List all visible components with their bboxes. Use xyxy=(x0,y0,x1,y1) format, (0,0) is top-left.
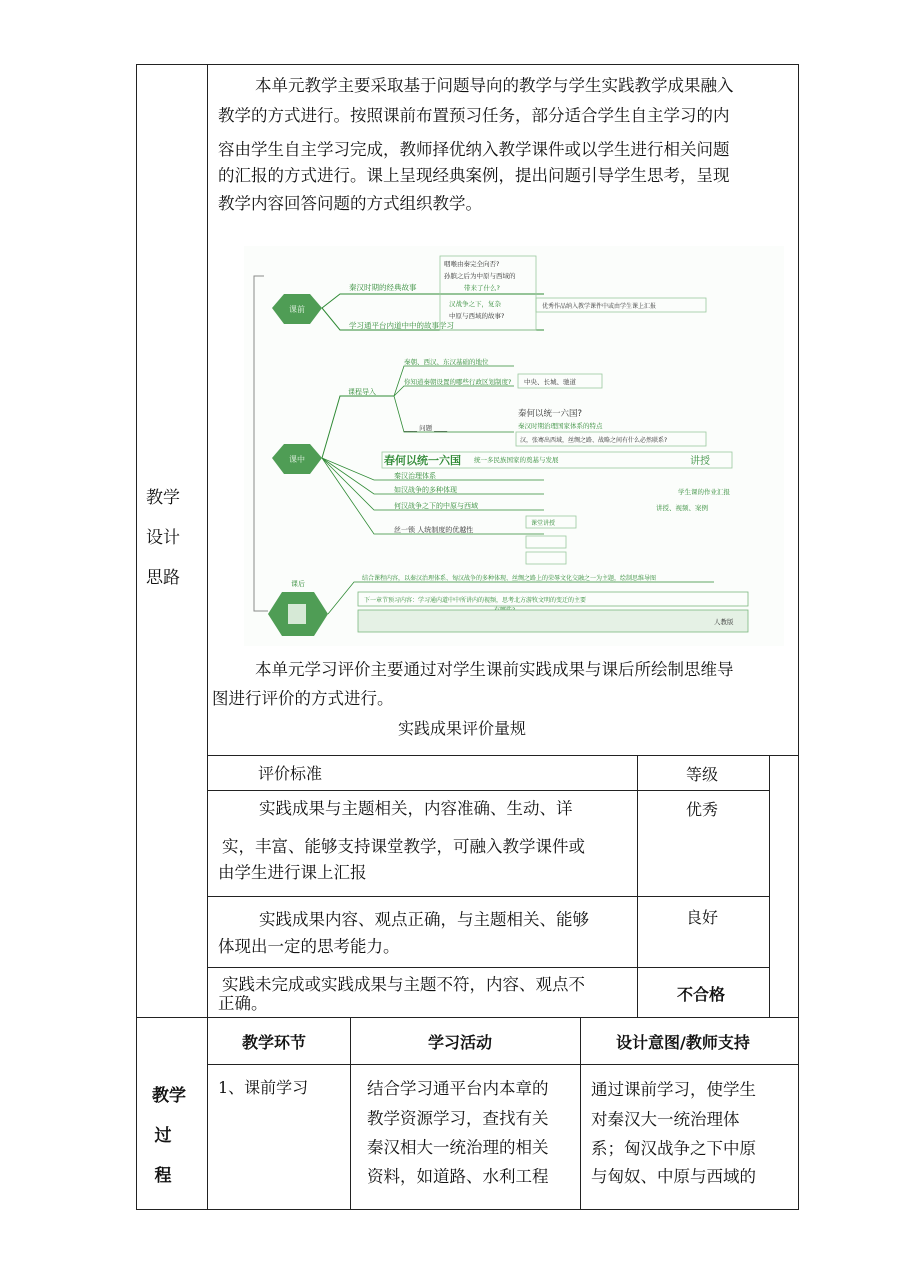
process-header-stage: 教学环节 xyxy=(242,1033,307,1052)
design-label-2: 设计 xyxy=(146,528,180,548)
intro-line-5: 教学内容回答问题的方式组织教学。 xyxy=(218,194,482,213)
rubric-row3-line2: 正确。 xyxy=(218,994,268,1013)
process-row1-intent-2: 对秦汉大一统治理体 xyxy=(591,1110,740,1129)
svg-text:带来了什么?: 带来了什么? xyxy=(464,284,500,292)
process-col1-divider xyxy=(350,1017,351,1210)
svg-text:学习通平台内道中中的故事学习: 学习通平台内道中中的故事学习 xyxy=(349,321,454,330)
svg-text:秦朝、西汉、东汉基础的地位: 秦朝、西汉、东汉基础的地位 xyxy=(404,358,489,366)
process-row1-activity-3: 秦汉相大一统治理的相关 xyxy=(367,1138,549,1157)
process-label-2: 过 xyxy=(154,1126,172,1146)
label-column-divider xyxy=(207,64,208,1210)
process-label-1: 教学 xyxy=(152,1086,186,1106)
rubric-row1-line2: 实，丰富、能够支持课堂教学，可融入教学课件或 xyxy=(222,837,585,856)
svg-text:课前: 课前 xyxy=(289,305,305,314)
rubric-row1-line1: 实践成果与主题相关，内容准确、生动、详 xyxy=(259,799,573,818)
intro-line-2: 教学的方式进行。按照课前布置预习任务，部分适合学生自主学习的内 xyxy=(218,106,730,125)
svg-text:孙膑之后为中原与西域的: 孙膑之后为中原与西域的 xyxy=(444,272,516,280)
rubric-col-divider xyxy=(637,755,638,1017)
svg-text:人教版: 人教版 xyxy=(714,618,734,626)
svg-text:____ 问题 ____: ____ 问题 ____ xyxy=(404,424,448,432)
intro-line-1: 本单元教学主要采取基于问题导向的教学与学生实践教学成果融入 xyxy=(255,76,734,95)
eval-line-2: 图进行评价的方式进行。 xyxy=(212,689,394,708)
eval-line-1: 本单元学习评价主要通过对学生课前实践成果与课后所绘制思维导 xyxy=(255,660,734,679)
rubric-row1-grade: 优秀 xyxy=(686,800,719,819)
svg-text:秦汉时期治理国家体系的特点: 秦汉时期治理国家体系的特点 xyxy=(518,422,603,430)
process-col2-divider xyxy=(580,1017,581,1210)
rubric-row1-line xyxy=(207,790,770,791)
svg-text:何汉战争之下的中原与西域: 何汉战争之下的中原与西域 xyxy=(394,502,478,510)
svg-text:讲授: 讲授 xyxy=(690,456,710,467)
mind-map-diagram xyxy=(244,246,784,646)
process-row1-intent-4: 与匈奴、中原与西域的 xyxy=(591,1167,756,1186)
rubric-row3-grade: 不合格 xyxy=(677,985,726,1004)
rubric-row3-line1: 实践未完成或实践成果与主题不符，内容、观点不 xyxy=(222,975,585,994)
svg-text:结合课程内容，以秦汉治理体系、匈汉战争的多种体现、丝绸之路上: 结合课程内容，以秦汉治理体系、匈汉战争的多种体现、丝绸之路上的荣辱文化交融之一为主题，绘制思维导图 xyxy=(362,575,657,582)
rubric-row2-line1: 实践成果内容、观点正确，与主题相关、能够 xyxy=(259,910,589,929)
rubric-top xyxy=(207,755,798,756)
process-row1-intent-1: 通过课前学习，使学生 xyxy=(591,1080,756,1099)
process-row1-activity-1: 结合学习通平台内本章的 xyxy=(367,1079,549,1098)
process-row1-activity-2: 教学资源学习，查找有关 xyxy=(367,1109,549,1128)
svg-text:汉，张骞出西域，丝绸之路、战略之间有什么必然联系?: 汉，张骞出西域，丝绸之路、战略之间有什么必然联系? xyxy=(520,437,668,444)
design-label-3: 思路 xyxy=(146,568,180,588)
svg-text:下一章节预习内容：学习通内道中中所讲内的视频，思考北方游牧文: 下一章节预习内容：学习通内道中中所讲内的视频，思考北方游牧文明的变迁的主要 xyxy=(364,597,587,604)
rubric-title: 实践成果评价量规 xyxy=(398,719,527,738)
svg-text:如汉战争的多种体现: 如汉战争的多种体现 xyxy=(394,486,457,494)
rubric-right-border xyxy=(769,755,770,1017)
process-header-activity: 学习活动 xyxy=(428,1033,493,1052)
design-label-1: 教学 xyxy=(146,488,180,508)
table-border-right xyxy=(798,64,799,1210)
svg-text:秦汉治理体系: 秦汉治理体系 xyxy=(394,472,436,480)
svg-text:咽喉由秦完全向否?: 咽喉由秦完全向否? xyxy=(444,260,500,268)
svg-text:课程导入: 课程导入 xyxy=(348,388,376,396)
rubric-row2-line xyxy=(207,896,770,897)
process-row1-activity-4: 资料，如道路、水利工程 xyxy=(367,1167,549,1186)
rubric-header-criteria: 评价标准 xyxy=(258,764,323,783)
svg-text:秦汉时期的经典故事: 秦汉时期的经典故事 xyxy=(349,283,417,292)
process-header-intent: 设计意图/教师支持 xyxy=(616,1033,750,1052)
svg-text:统一多民族国家的奠基与发展: 统一多民族国家的奠基与发展 xyxy=(474,456,559,464)
svg-text:课中: 课中 xyxy=(289,455,305,464)
svg-text:课堂讲授: 课堂讲授 xyxy=(531,520,556,527)
table-border-left xyxy=(136,64,137,1210)
svg-text:汉战争之下，复杂: 汉战争之下，复杂 xyxy=(449,300,501,308)
table-border-top xyxy=(136,64,799,65)
svg-text:春何以统一六国: 春何以统一六国 xyxy=(384,454,461,467)
table-border-bottom xyxy=(136,1209,799,1210)
rubric-header-grade: 等级 xyxy=(686,765,719,784)
rubric-row2-line2: 体现出一定的思考能力。 xyxy=(218,937,400,956)
rubric-row2-grade: 良好 xyxy=(686,908,719,927)
svg-text:优秀作品纳入教学课件中或由学生课上汇报: 优秀作品纳入教学课件中或由学生课上汇报 xyxy=(542,303,657,310)
svg-text:秦何以统一六国?: 秦何以统一六国? xyxy=(518,409,583,419)
process-row1-intent-3: 系；匈汉战争之下中原 xyxy=(591,1139,756,1158)
rubric-row3-line xyxy=(207,967,770,968)
svg-text:你知道秦朝设置的哪些行政区划制度?: 你知道秦朝设置的哪些行政区划制度? xyxy=(404,378,512,386)
svg-text:课后: 课后 xyxy=(291,580,305,588)
svg-text:中央、长城、驰道: 中央、长城、驰道 xyxy=(524,378,576,386)
process-label-3: 程 xyxy=(154,1166,172,1186)
intro-line-3: 容由学生自主学习完成，教师择优纳入教学课件或以学生进行相关问题 xyxy=(218,140,730,159)
intro-line-4: 的汇报的方式进行。课上呈现经典案例，提出问题引导学生思考，呈现 xyxy=(218,166,730,185)
process-row1-stage: 1、课前学习 xyxy=(218,1078,309,1097)
rubric-row1-line3: 由学生进行课上汇报 xyxy=(218,863,367,882)
section-separator xyxy=(136,1017,799,1018)
svg-text:丝一锁 人统制度的优越性: 丝一锁 人统制度的优越性 xyxy=(394,526,474,534)
svg-text:讲授、视频、案例: 讲授、视频、案例 xyxy=(656,504,708,512)
svg-text:学生课的作业汇报: 学生课的作业汇报 xyxy=(678,488,730,496)
process-header-line xyxy=(207,1064,798,1065)
svg-text:中原与西域的故事?: 中原与西域的故事? xyxy=(449,312,505,320)
